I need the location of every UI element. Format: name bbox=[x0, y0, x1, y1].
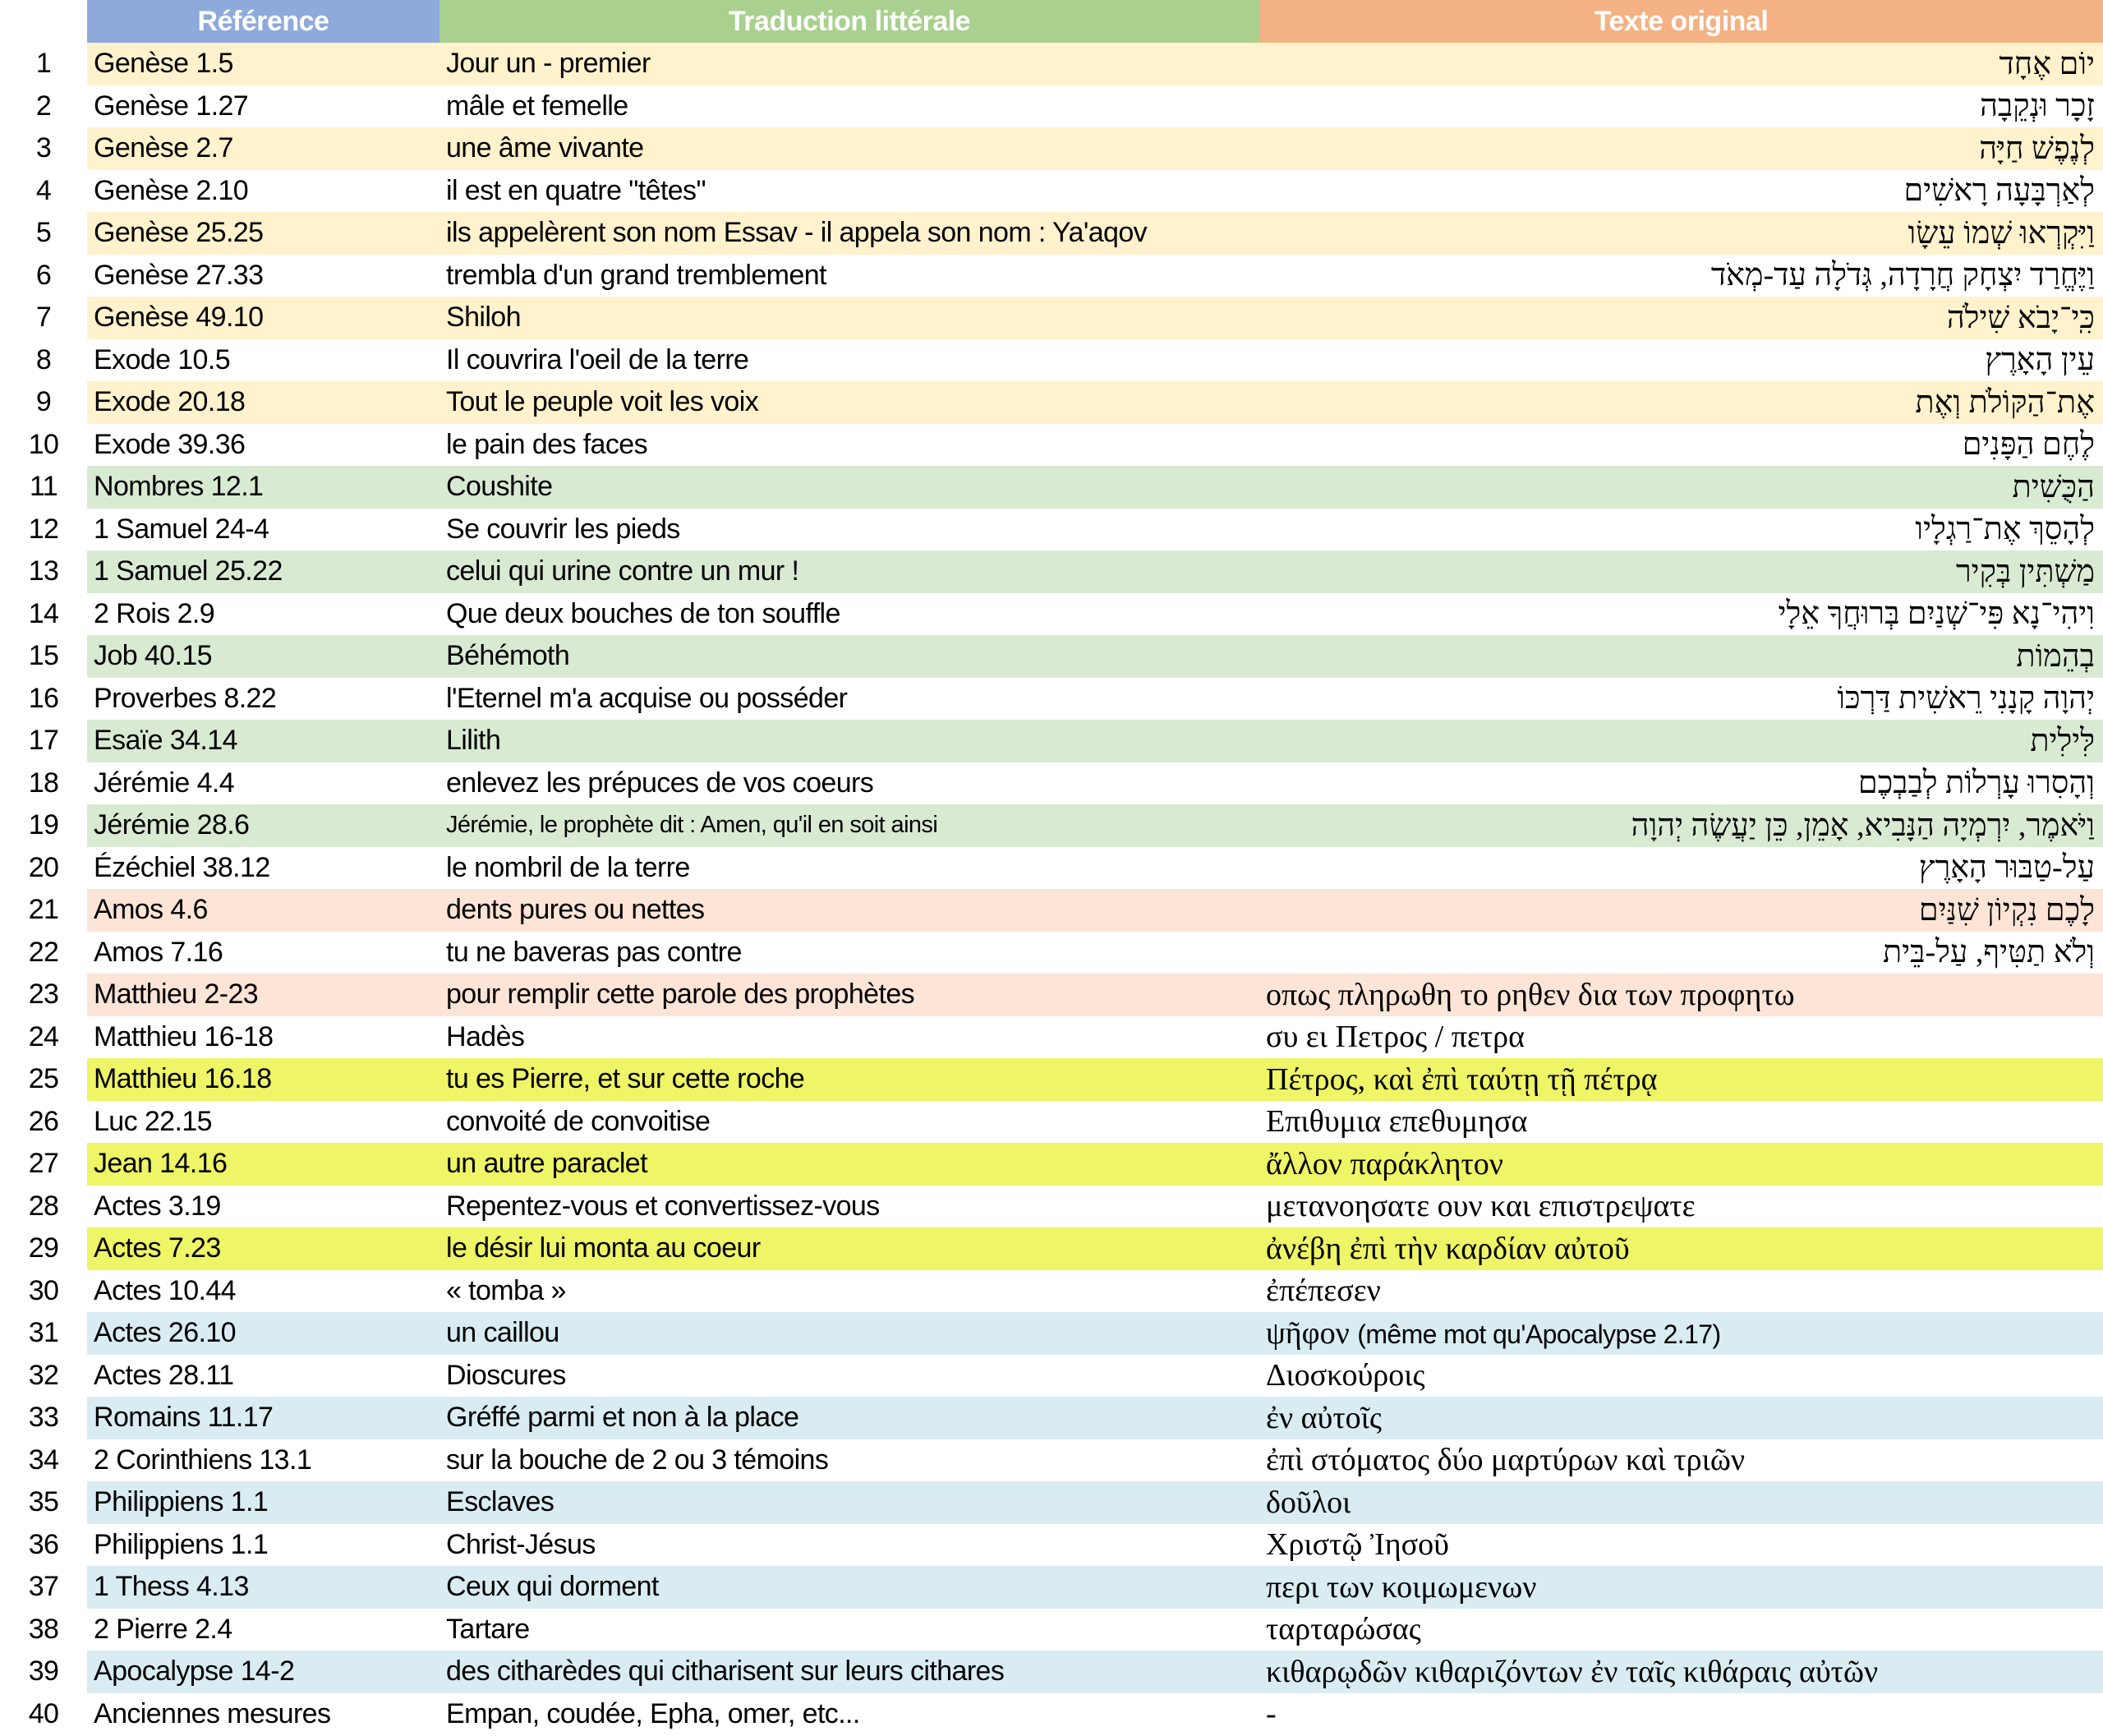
row-number: 34 bbox=[0, 1439, 87, 1482]
translation-cell: le désir lui monta au coeur bbox=[439, 1227, 1259, 1270]
reference-cell: Exode 10.5 bbox=[87, 339, 439, 382]
translation-cell: Repentez-vous et convertissez-vous bbox=[439, 1186, 1259, 1228]
original-text-cell bbox=[1259, 889, 2103, 932]
row-number: 18 bbox=[0, 762, 87, 805]
row-number: 15 bbox=[0, 635, 87, 678]
original-text: וַיֶּחֱרַד יִצְחָק חֲרָדָה, גְּדֹלָה עַד-מְאֹד bbox=[1710, 258, 2095, 293]
row-number: 6 bbox=[0, 255, 87, 297]
reference-cell: Genèse 27.33 bbox=[87, 255, 439, 297]
original-text: מַשְׁתִּין בְּקִיר bbox=[1955, 554, 2095, 589]
table-row bbox=[0, 1524, 2103, 1567]
translation-cell: Gréffé parmi et non à la place bbox=[439, 1397, 1259, 1439]
translation-cell: Se couvrir les pieds bbox=[439, 509, 1259, 551]
header-number bbox=[0, 0, 87, 43]
table-row bbox=[0, 974, 2103, 1016]
row-number: 32 bbox=[0, 1355, 87, 1398]
row-number: 35 bbox=[0, 1481, 87, 1524]
table-row bbox=[0, 424, 2103, 467]
translation-cell: des citharèdes qui citharisent sur leurs cithares bbox=[439, 1651, 1259, 1693]
original-text: לִּילִית bbox=[2030, 723, 2095, 758]
translation-cell: Ceux qui dorment bbox=[439, 1566, 1259, 1609]
table-row bbox=[0, 804, 2103, 847]
table-row bbox=[0, 1227, 2103, 1270]
translation-cell: une âme vivante bbox=[439, 127, 1259, 170]
original-text-cell bbox=[1259, 720, 2103, 762]
original-text-cell bbox=[1259, 1693, 2103, 1736]
translation-cell: dents pures ou nettes bbox=[439, 889, 1259, 932]
row-number: 3 bbox=[0, 127, 87, 170]
table-row bbox=[0, 297, 2103, 339]
original-text: לְאַרְבָּעָה רָאשִׁים bbox=[1903, 173, 2095, 209]
row-number: 5 bbox=[0, 212, 87, 255]
original-text-cell bbox=[1259, 1566, 2103, 1609]
original-text-cell bbox=[1259, 1397, 2103, 1439]
reference-cell: Philippiens 1.1 bbox=[87, 1481, 439, 1524]
reference-cell: Genèse 49.10 bbox=[87, 297, 439, 339]
original-text: לְהָסֵךְ אֶת־רַגְלָיו bbox=[1915, 512, 2095, 547]
table-row bbox=[0, 381, 2103, 424]
reference-cell: Jean 14.16 bbox=[87, 1143, 439, 1186]
table-row bbox=[0, 85, 2103, 128]
reference-cell: Genèse 1.27 bbox=[87, 85, 439, 128]
reference-cell: Exode 39.36 bbox=[87, 424, 439, 467]
original-text-cell bbox=[1259, 1058, 2103, 1101]
original-text-cell bbox=[1259, 1609, 2103, 1651]
row-number: 36 bbox=[0, 1524, 87, 1567]
row-number: 26 bbox=[0, 1101, 87, 1144]
table-row bbox=[0, 1651, 2103, 1693]
table-row bbox=[0, 847, 2103, 890]
original-text-cell bbox=[1259, 1227, 2103, 1270]
original-text-cell bbox=[1259, 1439, 2103, 1482]
translation-cell: Tartare bbox=[439, 1609, 1259, 1651]
original-text: לְנֶפֶשׁ חַיָּה bbox=[1979, 131, 2095, 166]
row-number: 17 bbox=[0, 720, 87, 762]
reference-cell: Actes 10.44 bbox=[87, 1270, 439, 1313]
reference-cell: Actes 26.10 bbox=[87, 1312, 439, 1355]
reference-cell: Genèse 1.5 bbox=[87, 43, 439, 85]
translation-cell: « tomba » bbox=[439, 1270, 1259, 1313]
original-text-cell bbox=[1259, 297, 2103, 339]
reference-cell: Actes 28.11 bbox=[87, 1355, 439, 1398]
row-number: 37 bbox=[0, 1566, 87, 1609]
original-text-cell bbox=[1259, 255, 2103, 297]
original-text-cell bbox=[1259, 804, 2103, 847]
original-text: περι των κοιμωμενων bbox=[1266, 1569, 1537, 1605]
original-text: וִיהִי־נָא פִּי־שְׁנַיִם בְּרוּחֲךָ אֵלָי bbox=[1778, 596, 2095, 632]
translation-cell: un caillou bbox=[439, 1312, 1259, 1355]
reference-cell: Jérémie 4.4 bbox=[87, 762, 439, 805]
translation-cell: Lilith bbox=[439, 720, 1259, 762]
table-row bbox=[0, 1609, 2103, 1651]
table-row bbox=[0, 212, 2103, 255]
table-row bbox=[0, 170, 2103, 213]
table-row bbox=[0, 1016, 2103, 1059]
original-text-cell bbox=[1259, 932, 2103, 974]
row-number: 30 bbox=[0, 1270, 87, 1313]
table-row bbox=[0, 932, 2103, 974]
original-text-cell bbox=[1259, 127, 2103, 170]
original-text-cell bbox=[1259, 593, 2103, 636]
original-text-cell bbox=[1259, 762, 2103, 805]
original-text-cell bbox=[1259, 43, 2103, 85]
reference-cell: Esaïe 34.14 bbox=[87, 720, 439, 762]
header-translation: Traduction littérale bbox=[439, 0, 1259, 43]
translation-cell: Hadès bbox=[439, 1016, 1259, 1059]
table-row bbox=[0, 1143, 2103, 1186]
original-text: עַל-טַבּוּר הָאָרֶץ bbox=[1918, 850, 2095, 886]
original-text: זָכָר וּנְקֵבָה bbox=[1980, 89, 2095, 124]
row-number: 20 bbox=[0, 847, 87, 890]
translation-cell: enlevez les prépuces de vos coeurs bbox=[439, 762, 1259, 805]
original-text: ἐπὶ στόματος δύο μαρτύρων καὶ τριῶν bbox=[1266, 1443, 1746, 1478]
row-number: 4 bbox=[0, 170, 87, 213]
original-text: יְהוָה קָנָנִי רֵאשִׁית דַּרְכּוֹ bbox=[1837, 681, 2095, 716]
reference-cell: Luc 22.15 bbox=[87, 1101, 439, 1144]
original-text-cell bbox=[1259, 424, 2103, 467]
reference-cell: Genèse 2.7 bbox=[87, 127, 439, 170]
original-text-cell bbox=[1259, 1651, 2103, 1693]
original-text: ἀνέβη ἐπὶ τὴν καρδίαν αὐτοῦ bbox=[1266, 1231, 1630, 1266]
reference-cell: Apocalypse 14-2 bbox=[87, 1651, 439, 1693]
reference-cell: Amos 7.16 bbox=[87, 932, 439, 974]
original-text: ψῆφον bbox=[1266, 1315, 1350, 1351]
original-text-cell bbox=[1259, 550, 2103, 593]
original-text: συ ει Πετρος / πετρα bbox=[1266, 1020, 1525, 1055]
row-number: 31 bbox=[0, 1312, 87, 1355]
original-text: ταρταρώσας bbox=[1266, 1612, 1421, 1647]
row-number: 19 bbox=[0, 804, 87, 847]
row-number: 23 bbox=[0, 974, 87, 1016]
original-text: ἐπέπεσεν bbox=[1266, 1273, 1381, 1309]
table-row bbox=[0, 255, 2103, 297]
row-number: 9 bbox=[0, 381, 87, 424]
original-text: וַיֹּאמֶר, יִרְמְיָה הַנָּבִיא, אָמֵן, כֵּן יַעֲשֶׂה יְהוָה bbox=[1631, 808, 2095, 843]
reference-cell: Amos 4.6 bbox=[87, 889, 439, 932]
original-note: (même mot qu'Apocalypse 2.17) bbox=[1357, 1319, 1721, 1349]
reference-cell: Genèse 25.25 bbox=[87, 212, 439, 255]
original-text: Χριστῷ Ἰησοῦ bbox=[1266, 1527, 1449, 1563]
row-number: 10 bbox=[0, 424, 87, 467]
original-text-cell bbox=[1259, 847, 2103, 890]
translation-cell: il est en quatre "têtes" bbox=[439, 170, 1259, 213]
table-row bbox=[0, 127, 2103, 170]
original-text-cell bbox=[1259, 1101, 2103, 1144]
original-text: לֶחֶם הַפָּנִים bbox=[1962, 427, 2095, 463]
original-text: עֵין הָאָרֶץ bbox=[1985, 343, 2095, 378]
original-text-cell bbox=[1259, 1355, 2103, 1398]
row-number: 13 bbox=[0, 550, 87, 593]
row-number: 27 bbox=[0, 1143, 87, 1186]
translation-cell: l'Eternel m'a acquise ou posséder bbox=[439, 678, 1259, 721]
original-text: Πέτρος, καὶ ἐπὶ ταύτῃ τῇ πέτρᾳ bbox=[1266, 1061, 1658, 1097]
translation-cell: Que deux bouches de ton souffle bbox=[439, 593, 1259, 636]
original-text: ἐν αὐτοῖς bbox=[1266, 1400, 1382, 1435]
translation-cell: mâle et femelle bbox=[439, 85, 1259, 128]
translation-cell: un autre paraclet bbox=[439, 1143, 1259, 1186]
original-text-cell bbox=[1259, 1481, 2103, 1524]
original-text: Επιθυμια επεθυμησα bbox=[1266, 1104, 1528, 1140]
original-text: κιθαρῳδῶν κιθαριζόντων ἐν ταῖς κιθάραις αὐτῶν bbox=[1266, 1654, 1879, 1689]
table-row bbox=[0, 509, 2103, 551]
translation-cell: Esclaves bbox=[439, 1481, 1259, 1524]
original-text: יוֹם אֶחָד bbox=[1999, 46, 2095, 81]
translation-cell: Dioscures bbox=[439, 1355, 1259, 1398]
original-text-cell bbox=[1259, 1016, 2103, 1059]
table-row bbox=[0, 339, 2103, 382]
original-text-cell bbox=[1259, 1312, 2103, 1355]
reference-cell: 1 Thess 4.13 bbox=[87, 1566, 439, 1609]
original-text-cell bbox=[1259, 466, 2103, 509]
translation-cell: convoité de convoitise bbox=[439, 1101, 1259, 1144]
original-text: וְלֹא תַטִּיף, עַל-בֵּית bbox=[1883, 935, 2095, 970]
original-text: בְהֵמוֹת bbox=[2016, 638, 2095, 674]
table-row bbox=[0, 762, 2103, 805]
row-number: 25 bbox=[0, 1058, 87, 1101]
original-text-cell bbox=[1259, 1143, 2103, 1186]
reference-cell: Exode 20.18 bbox=[87, 381, 439, 424]
reference-cell: Nombres 12.1 bbox=[87, 466, 439, 509]
original-text: וְהָסִרוּ עָרְלוֹת לְבַבְכֶם bbox=[1857, 766, 2095, 801]
table-row bbox=[0, 1312, 2103, 1355]
reference-cell: Job 40.15 bbox=[87, 635, 439, 678]
reference-cell: Jérémie 28.6 bbox=[87, 804, 439, 847]
translation-cell: tu es Pierre, et sur cette roche bbox=[439, 1058, 1259, 1101]
reference-cell: Matthieu 2-23 bbox=[87, 974, 439, 1016]
translation-cell: tu ne baveras pas contre bbox=[439, 932, 1259, 974]
table-row bbox=[0, 1270, 2103, 1313]
original-text-cell bbox=[1259, 1524, 2103, 1567]
translation-cell: le nombril de la terre bbox=[439, 847, 1259, 890]
original-text: οπως πληρωθη το ρηθεν δια των προφητω bbox=[1266, 977, 1795, 1012]
original-text-cell bbox=[1259, 974, 2103, 1016]
row-number: 12 bbox=[0, 509, 87, 551]
row-number: 2 bbox=[0, 85, 87, 128]
translation-cell: ils appelèrent son nom Essav - il appela son nom : Ya'aqov bbox=[439, 212, 1259, 255]
reference-cell: Actes 7.23 bbox=[87, 1227, 439, 1270]
table-row bbox=[0, 43, 2103, 85]
translation-cell: Béhémoth bbox=[439, 635, 1259, 678]
original-text-cell bbox=[1259, 678, 2103, 721]
reference-cell: Romains 11.17 bbox=[87, 1397, 439, 1439]
table-row bbox=[0, 1481, 2103, 1524]
original-text-cell bbox=[1259, 170, 2103, 213]
reference-cell: 2 Rois 2.9 bbox=[87, 593, 439, 636]
row-number: 1 bbox=[0, 43, 87, 85]
original-text: - bbox=[1266, 1697, 1277, 1732]
table-row bbox=[0, 466, 2103, 509]
table-row bbox=[0, 1693, 2103, 1736]
row-number: 29 bbox=[0, 1227, 87, 1270]
reference-cell: Matthieu 16-18 bbox=[87, 1016, 439, 1059]
translation-cell: Jérémie, le prophète dit : Amen, qu'il en soit ainsi bbox=[439, 804, 1259, 847]
table-row bbox=[0, 1566, 2103, 1609]
row-number: 33 bbox=[0, 1397, 87, 1439]
table-row bbox=[0, 889, 2103, 932]
original-text-cell bbox=[1259, 1270, 2103, 1313]
translation-cell: Empan, coudée, Epha, omer, etc... bbox=[439, 1693, 1259, 1736]
reference-cell: Proverbes 8.22 bbox=[87, 678, 439, 721]
reference-cell: Genèse 2.10 bbox=[87, 170, 439, 213]
original-text-cell bbox=[1259, 509, 2103, 551]
reference-cell: 2 Corinthiens 13.1 bbox=[87, 1439, 439, 1482]
row-number: 16 bbox=[0, 678, 87, 721]
original-text-cell bbox=[1259, 212, 2103, 255]
table-row bbox=[0, 550, 2103, 593]
row-number: 7 bbox=[0, 297, 87, 339]
original-text-cell bbox=[1259, 1186, 2103, 1228]
table-row bbox=[0, 1397, 2103, 1439]
original-text-cell bbox=[1259, 381, 2103, 424]
original-text-cell bbox=[1259, 85, 2103, 128]
reference-cell: Actes 3.19 bbox=[87, 1186, 439, 1228]
reference-cell: Matthieu 16.18 bbox=[87, 1058, 439, 1101]
translation-cell: pour remplir cette parole des prophètes bbox=[439, 974, 1259, 1016]
row-number: 38 bbox=[0, 1609, 87, 1651]
original-text: Διοσκούροις bbox=[1266, 1358, 1425, 1393]
reference-cell: 1 Samuel 25.22 bbox=[87, 550, 439, 593]
translation-cell: le pain des faces bbox=[439, 424, 1259, 467]
reference-cell: Philippiens 1.1 bbox=[87, 1524, 439, 1567]
translation-cell: sur la bouche de 2 ou 3 témoins bbox=[439, 1439, 1259, 1482]
table-row bbox=[0, 1355, 2103, 1398]
table-row bbox=[0, 1186, 2103, 1228]
table-row bbox=[0, 1101, 2103, 1144]
original-text: אֶת־הַקּוֹלֹת וְאֶת bbox=[1915, 384, 2095, 420]
header-original: Texte original bbox=[1259, 0, 2103, 43]
translation-cell: Tout le peuple voit les voix bbox=[439, 381, 1259, 424]
reference-cell: Anciennes mesures bbox=[87, 1693, 439, 1736]
translation-cell: Shiloh bbox=[439, 297, 1259, 339]
table-row bbox=[0, 1058, 2103, 1101]
header-reference: Référence bbox=[87, 0, 439, 43]
original-text: הַכֻּשִׁית bbox=[2012, 469, 2095, 504]
row-number: 21 bbox=[0, 889, 87, 932]
table-row bbox=[0, 720, 2103, 762]
translation-cell: trembla d'un grand tremblement bbox=[439, 255, 1259, 297]
row-number: 39 bbox=[0, 1651, 87, 1693]
original-text: ἄλλον παράκλητον bbox=[1266, 1146, 1503, 1181]
translation-cell: Christ-Jésus bbox=[439, 1524, 1259, 1567]
reference-cell: 2 Pierre 2.4 bbox=[87, 1609, 439, 1651]
table-row bbox=[0, 635, 2103, 678]
original-text: וַיִּקְרְאוּ שְׁמוֹ עֵשָׂו bbox=[1907, 215, 2095, 251]
original-text: לָכֶם נִקְיוֹן שִׁנַּיִם bbox=[1918, 892, 2095, 928]
header-row bbox=[0, 0, 2103, 43]
original-text: כִּֽי־יָבֹא שִׁילֹה bbox=[1946, 300, 2095, 335]
reference-cell: Ézéchiel 38.12 bbox=[87, 847, 439, 890]
original-text: δοῦλοι bbox=[1266, 1485, 1351, 1520]
original-text-cell bbox=[1259, 635, 2103, 678]
table-row bbox=[0, 593, 2103, 636]
row-number: 14 bbox=[0, 593, 87, 636]
row-number: 11 bbox=[0, 466, 87, 509]
row-number: 22 bbox=[0, 932, 87, 974]
translation-cell: celui qui urine contre un mur ! bbox=[439, 550, 1259, 593]
translation-cell: Jour un - premier bbox=[439, 43, 1259, 85]
row-number: 28 bbox=[0, 1186, 87, 1228]
table-row bbox=[0, 678, 2103, 721]
table-row bbox=[0, 1439, 2103, 1482]
row-number: 40 bbox=[0, 1693, 87, 1736]
row-number: 24 bbox=[0, 1016, 87, 1059]
reference-cell: 1 Samuel 24-4 bbox=[87, 509, 439, 551]
row-number: 8 bbox=[0, 339, 87, 382]
translation-cell: Il couvrira l'oeil de la terre bbox=[439, 339, 1259, 382]
translation-cell: Coushite bbox=[439, 466, 1259, 509]
original-text: μετανοησατε ουν και επιστρεψατε bbox=[1266, 1189, 1696, 1224]
original-text-cell bbox=[1259, 339, 2103, 382]
